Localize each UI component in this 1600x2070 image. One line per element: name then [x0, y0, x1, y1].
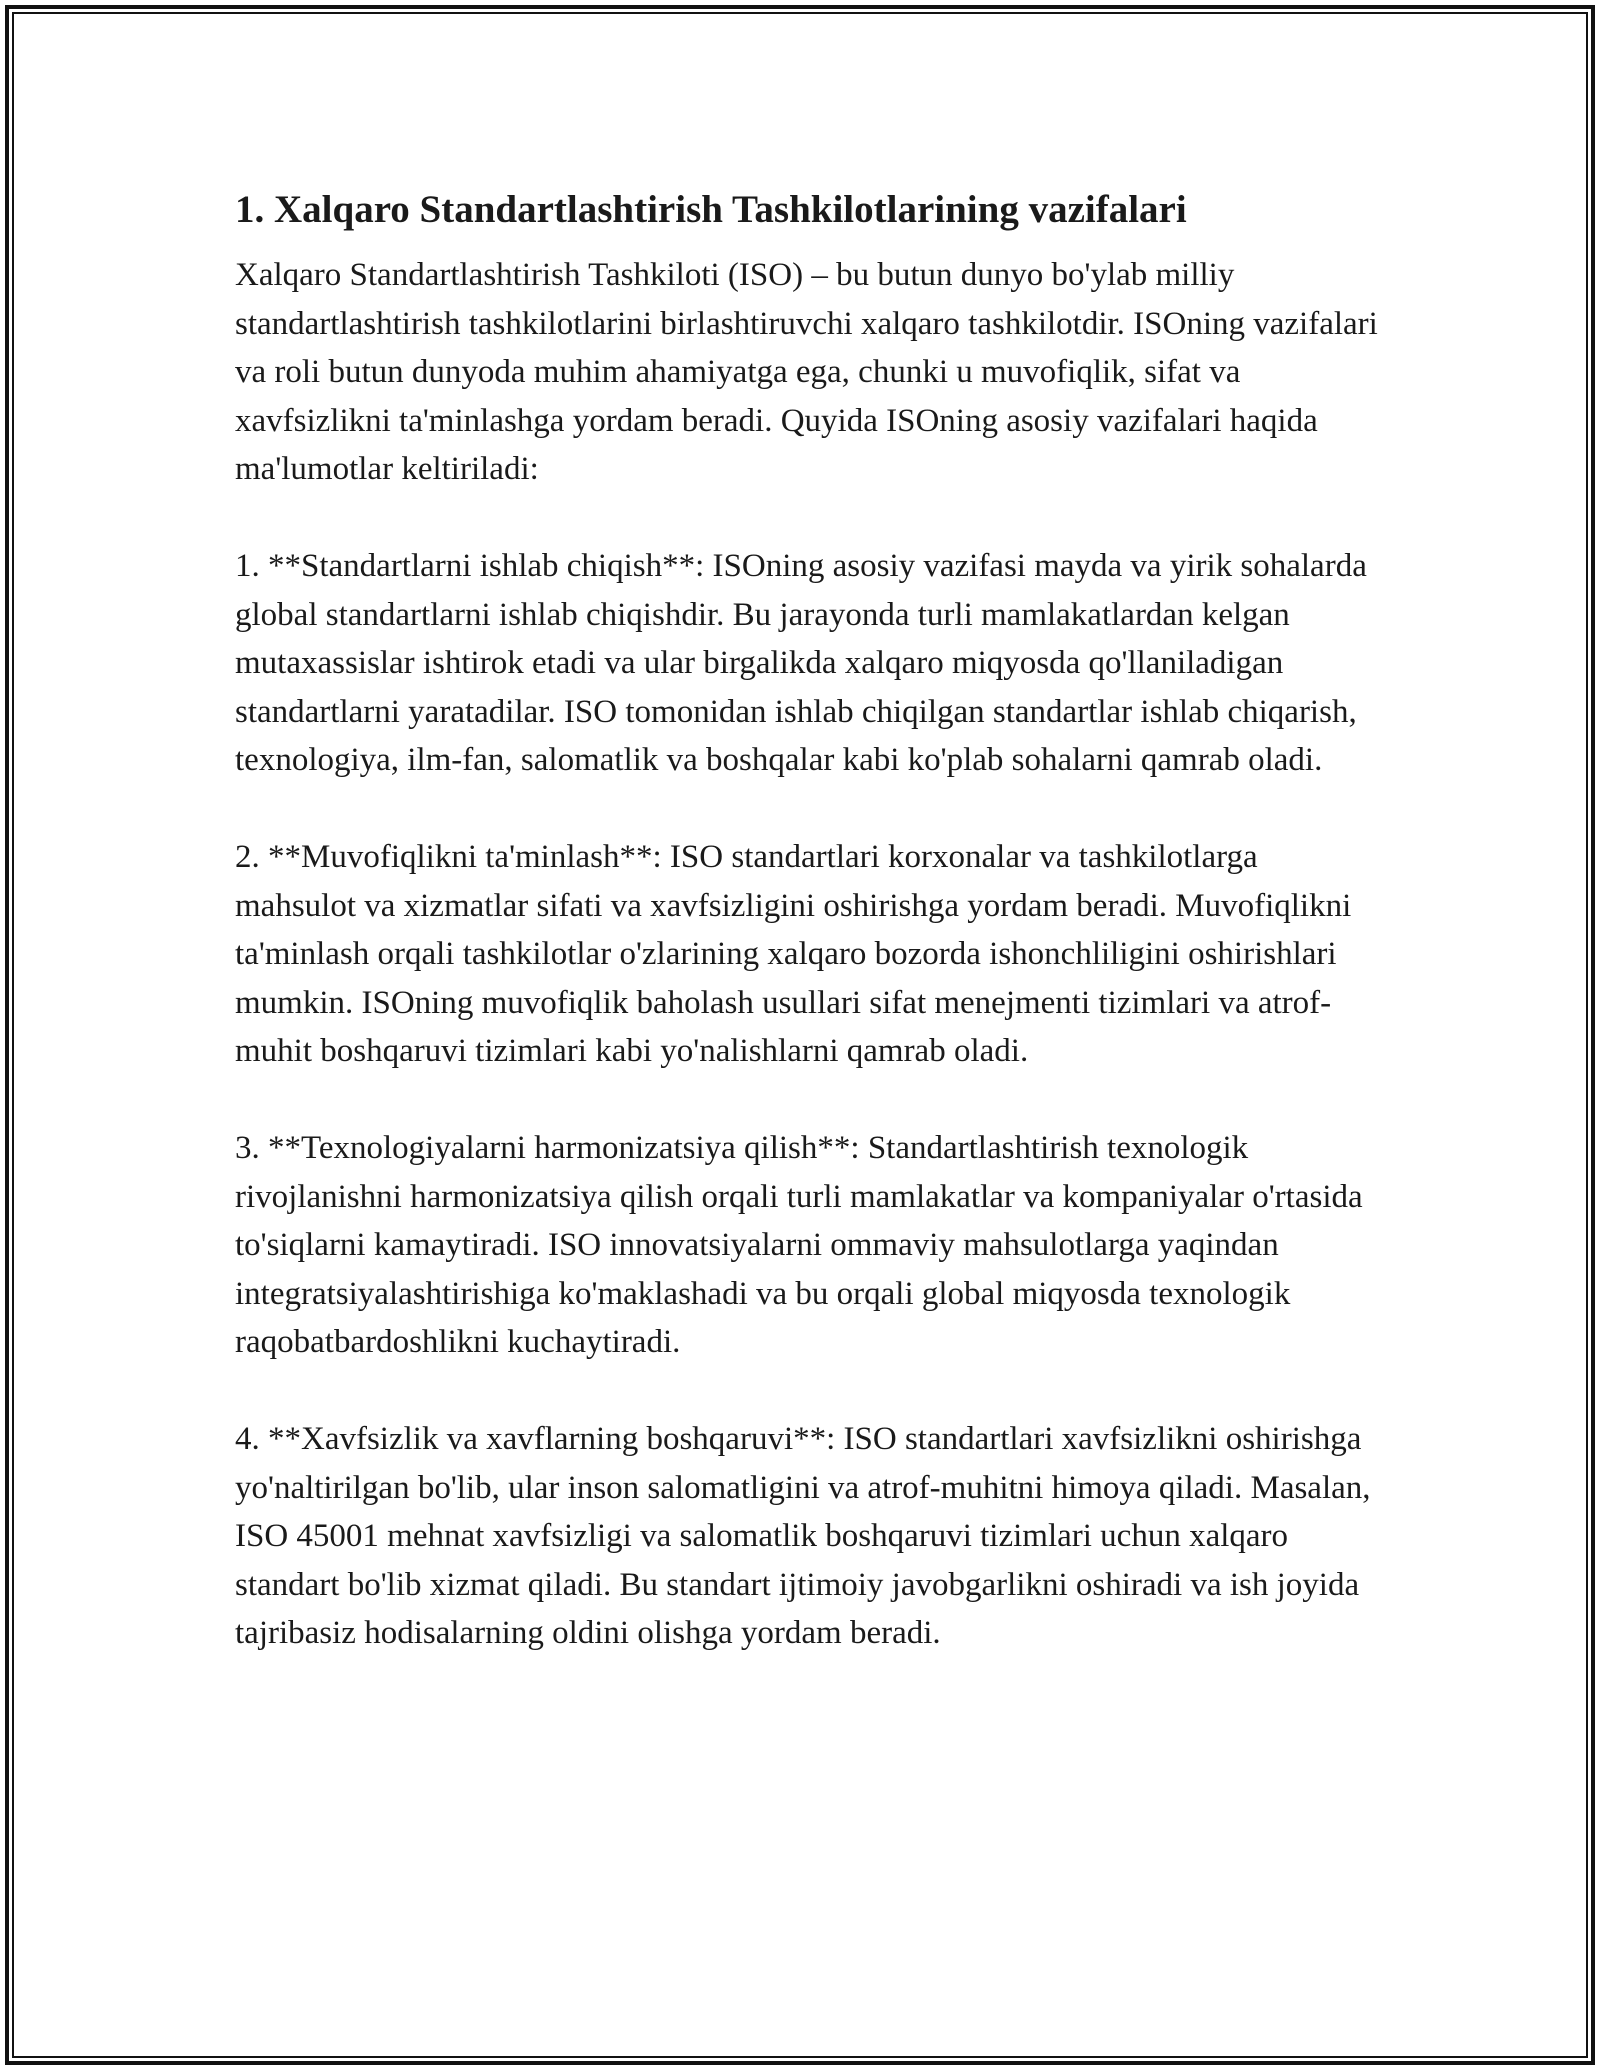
- intro-paragraph: Xalqaro Standartlashtirish Tashkiloti (ISO) – bu butun dunyo bo'ylab milliy standartlashtirish tashkilotlarini birlashtiruvchi xalqaro tashkilotdir. ISOning vazifalari va roli butun dunyoda muhim ahamiyatga ega, chunki u muvofiqlik, sifat va xavfsizlikni ta'minlashga yordam beradi. Quyida ISOning asosiy vazifalari haqida ma'lumotlar keltiriladi:: [235, 257, 1378, 487]
- list-item-technology-harmonization: 3. **Texnologiyalarni harmonizatsiya qilish**: Standartlashtirish texnologik rivojlanishni harmonizatsiya qilish orqali turli mamlakatlar va kompaniyalar o'rtasida to'siqlarni kamaytiradi. ISO innovatsiyalarni ommaviy mahsulotlarga yaqindan integratsiyalashtirishiga ko'maklashadi va bu orqali global miqyosda texnologik raqobatbardoshlikni kuchaytiradi.: [235, 1130, 1363, 1360]
- document-body: [235, 185, 1380, 1706]
- list-item-conformity-assurance: 2. **Muvofiqlikni ta'minlash**: ISO standartlari korxonalar va tashkilotlarga mahsulot va xizmatlar sifati va xavfsizligini oshirishga yordam beradi. Muvofiqlikni ta'minlash orqali tashkilotlar o'zlarining xalqaro bozorda ishonchliligini oshirishlari mumkin. ISOning muvofiqlik baholash usullari sifat menejmenti tizimlari va atrof-muhit boshqaruvi tizimlari kabi yo'nalishlarni qamrab oladi.: [235, 839, 1352, 1069]
- list-item-standards-development: 1. **Standartlarni ishlab chiqish**: ISOning asosiy vazifasi mayda va yirik sohalarda global standartlarni ishlab chiqishdir. Bu jarayonda turli mamlakatlardan kelgan mutaxassislar ishtirok etadi va ular birgalikda xalqaro miqyosda qo'llaniladigan standartlarni yaratadilar. ISO tomonidan ishlab chiqilgan standartlar ishlab chiqarish, texnologiya, ilm-fan, salomatlik va boshqalar kabi ko'plab sohalarni qamrab oladi.: [235, 548, 1367, 778]
- document-title: 1. Xalqaro Standartlashtirish Tashkilotlarining vazifalari: [235, 188, 1187, 231]
- list-item-safety-risk-management: 4. **Xavfsizlik va xavflarning boshqaruvi**: ISO standartlari xavfsizlikni oshirishga yo'naltirilgan bo'lib, ular inson salomatligini va atrof-muhitni himoya qiladi. Masalan, ISO 45001 mehnat xavfsizligi va salomatlik boshqaruvi tizimlari uchun xalqaro standart bo'lib xizmat qiladi. Bu standart ijtimoiy javobgarlikni oshiradi va ish joyida tajribasiz hodisalarning oldini olishga yordam beradi.: [235, 1421, 1371, 1651]
